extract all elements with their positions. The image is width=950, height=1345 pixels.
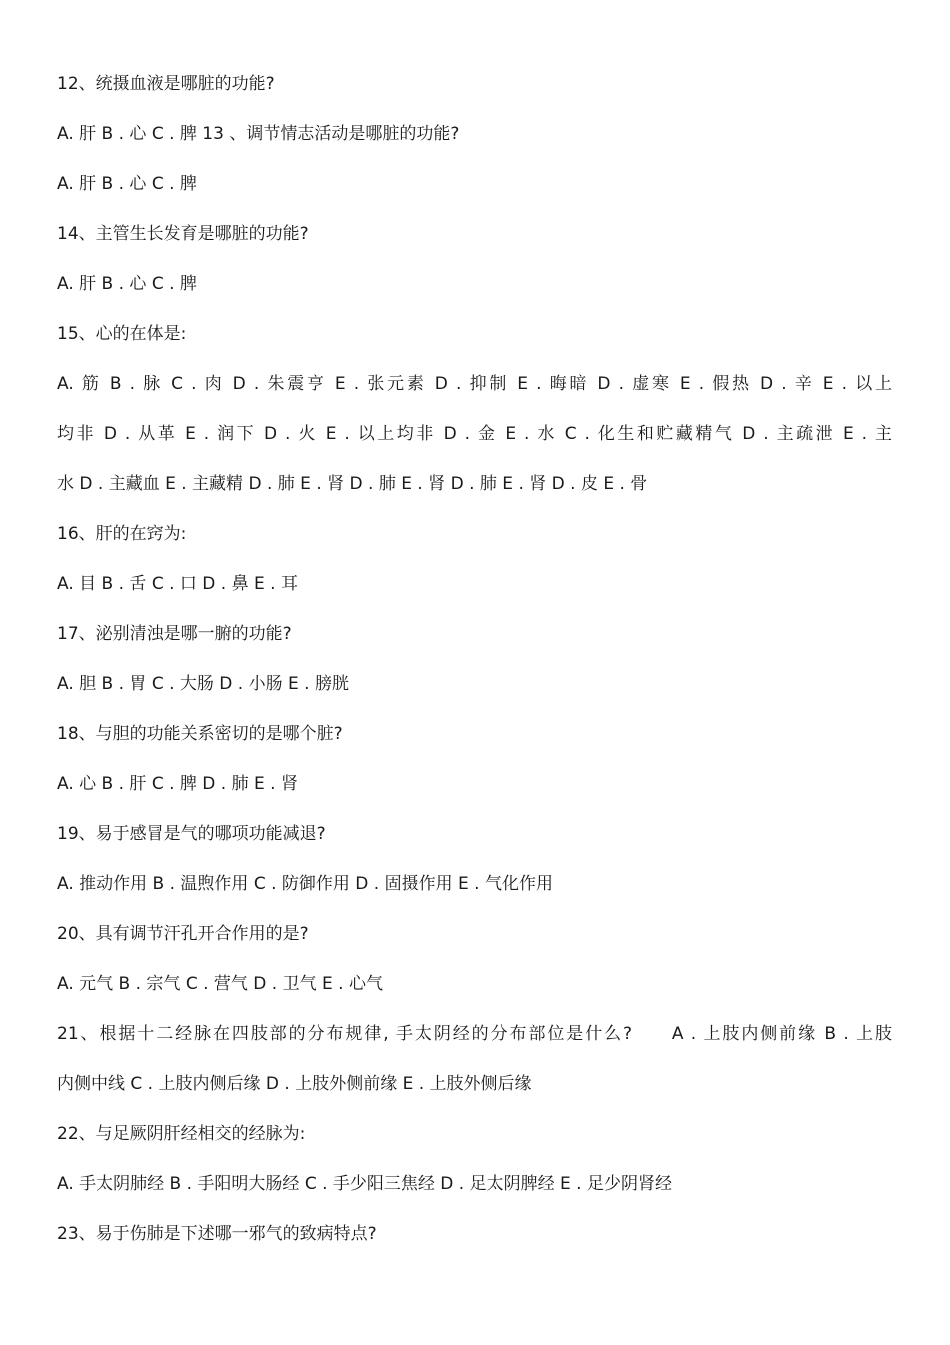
options-19: A. 推动作用 B . 温煦作用 C . 防御作用 D . 固摄作用 E . 气化作用 <box>57 874 553 894</box>
options-15-line-2: 均非 D . 从革 E . 润下 D . 火 E . 以上均非 D . 金 E . 水 C . 化生和贮藏精气 D . 主疏泄 E . 主 <box>57 424 892 444</box>
options-18: A. 心 B . 肝 C . 脾 D . 肺 E . 肾 <box>57 774 298 794</box>
options-16: A. 目 B . 舌 C . 口 D . 鼻 E . 耳 <box>57 574 298 594</box>
question-18: 18、与胆的功能关系密切的是哪个脏? <box>57 724 343 744</box>
options-20: A. 元气 B . 宗气 C . 营气 D . 卫气 E . 心气 <box>57 974 383 994</box>
question-20: 20、具有调节汗孔开合作用的是? <box>57 924 309 944</box>
question-21-line-2: 内侧中线 C . 上肢内侧后缘 D . 上肢外侧前缘 E . 上肢外侧后缘 <box>57 1074 532 1094</box>
question-22: 22、与足厥阴肝经相交的经脉为: <box>57 1124 306 1144</box>
options-17: A. 胆 B . 胃 C . 大肠 D . 小肠 E . 膀胱 <box>57 674 349 694</box>
question-14: 14、主管生长发育是哪脏的功能? <box>57 224 309 244</box>
question-12: 12、统摄血液是哪脏的功能? <box>57 74 275 94</box>
options-22: A. 手太阴肺经 B . 手阳明大肠经 C . 手少阳三焦经 D . 足太阴脾经 E . 足少阴肾经 <box>57 1174 672 1194</box>
question-19: 19、易于感冒是气的哪项功能减退? <box>57 824 326 844</box>
options-12-question-13: A. 肝 B . 心 C . 脾 13 、调节情志活动是哪脏的功能? <box>57 124 460 144</box>
options-15-line-3: 水 D . 主藏血 E . 主藏精 D . 肺 E . 肾 D . 肺 E . 肾 D . 肺 E . 肾 D . 皮 E . 骨 <box>57 474 648 494</box>
options-15-line-1: A. 筋 B . 脉 C . 肉 D . 朱震亨 E . 张元素 D . 抑制 E . 晦暗 D . 虚寒 E . 假热 D . 辛 E . 以上 <box>57 374 892 394</box>
question-21-line-1: 21、根据十二经脉在四肢部的分布规律, 手太阴经的分布部位是什么? A . 上肢内侧前缘 B . 上肢 <box>57 1024 892 1044</box>
question-16: 16、肝的在窍为: <box>57 524 187 544</box>
question-17: 17、泌别清浊是哪一腑的功能? <box>57 624 292 644</box>
options-13: A. 肝 B . 心 C . 脾 <box>57 174 197 194</box>
question-23: 23、易于伤肺是下述哪一邪气的致病特点? <box>57 1224 377 1244</box>
question-15: 15、心的在体是: <box>57 324 187 344</box>
options-14: A. 肝 B . 心 C . 脾 <box>57 274 197 294</box>
